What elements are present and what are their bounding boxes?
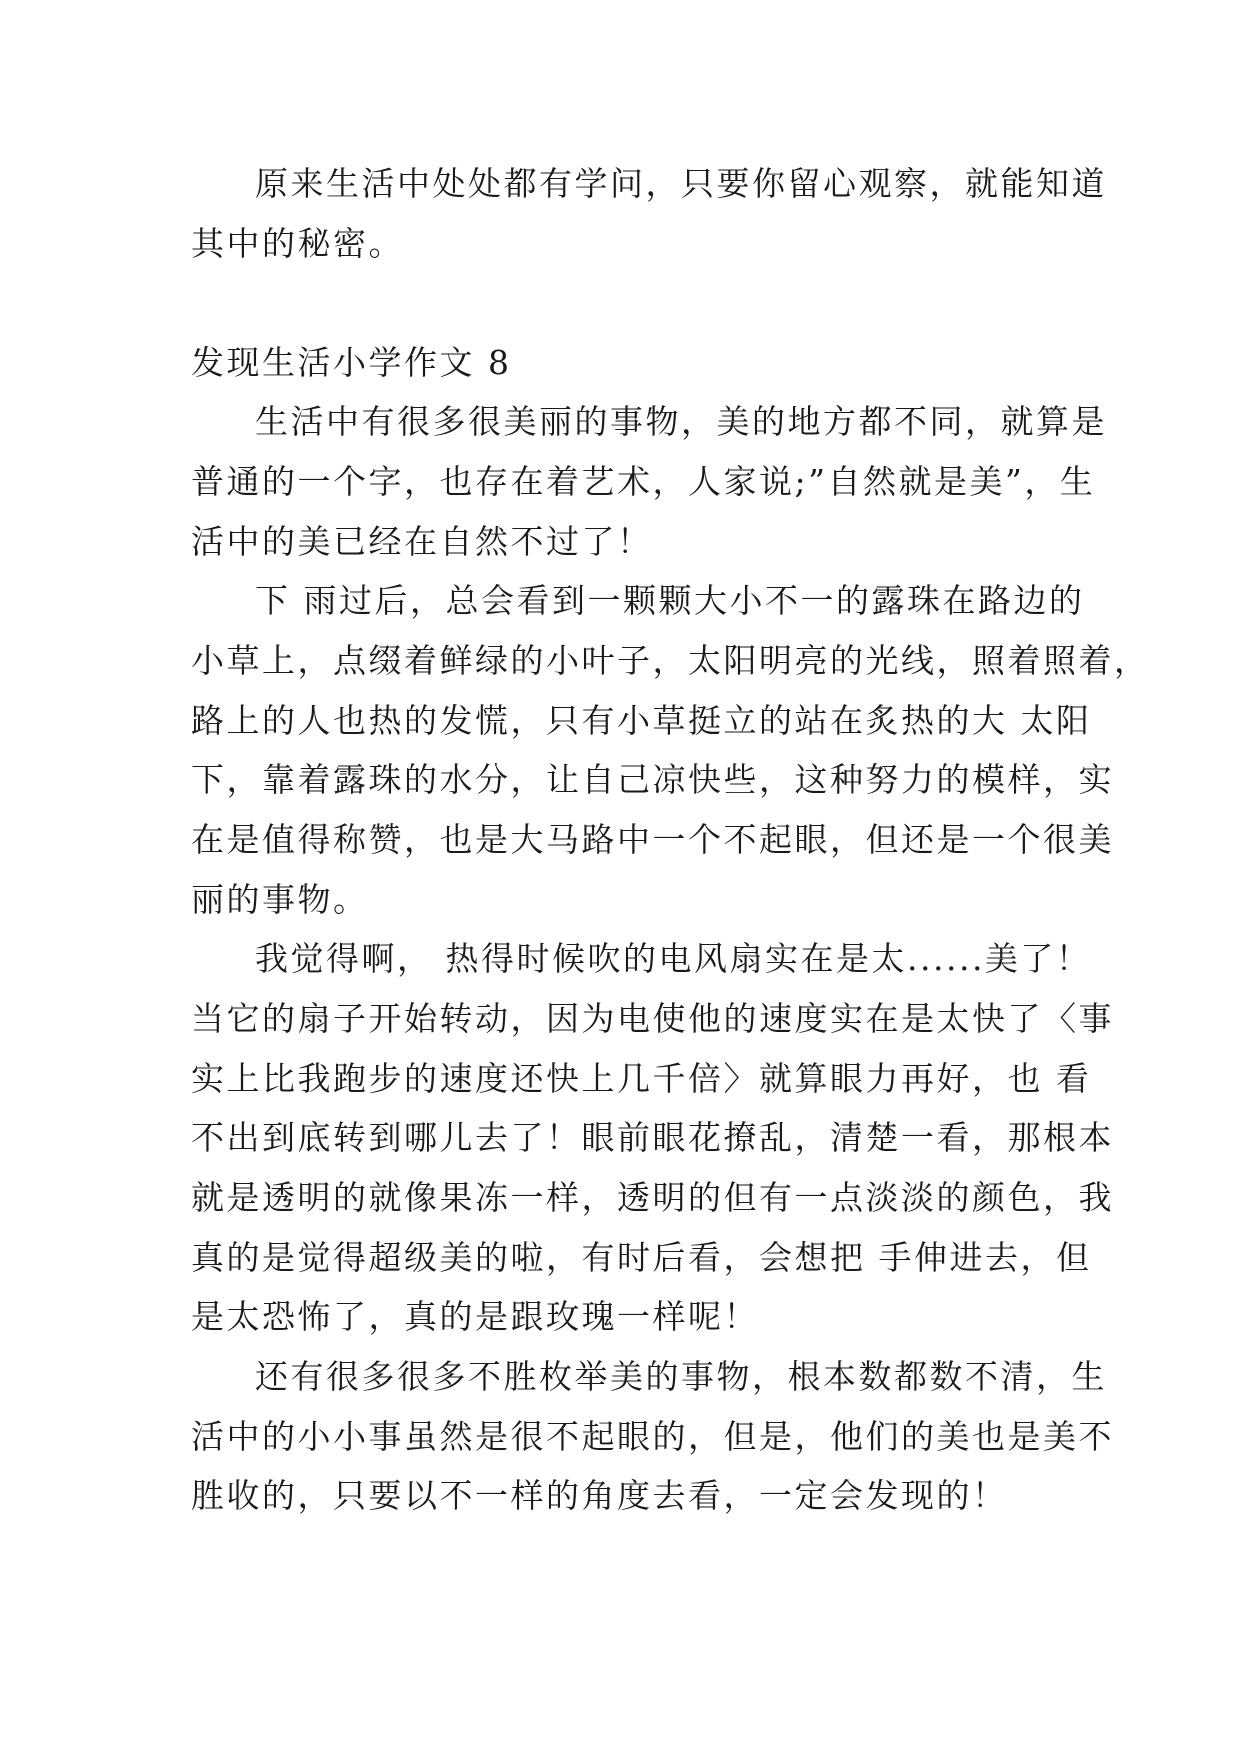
paragraph-line: 就是透明的就像果冻一样，透明的但有一点淡淡的颜色，我: [191, 1178, 1114, 1217]
paragraph-line: 当它的扇子开始转动，因为电使他的速度实在是太快了〈事: [191, 999, 1114, 1038]
paragraph-line: 在是值得称赞，也是大马路中一个不起眼，但还是一个很美: [191, 820, 1114, 859]
paragraph-line: 小草上，点缀着鲜绿的小叶子，太阳明亮的光线，照着照着，: [191, 641, 1150, 680]
paragraph-line: 下 雨过后，总会看到一颗颗大小不一的露珠在路边的: [255, 581, 1085, 620]
paragraph-line: 实上比我跑步的速度还快上几千倍〉就算眼力再好，也 看: [191, 1059, 1092, 1098]
paragraph-line: 我觉得啊， 热得时候吹的电风扇实在是太......美了！: [255, 939, 1092, 978]
paragraph-line: 不出到底转到哪儿去了！眼前眼花撩乱，清楚一看，那根本: [191, 1118, 1114, 1157]
paragraph-line: 其中的秘密。: [191, 224, 404, 263]
paragraph-line: 活中的小小事虽然是很不起眼的，但是，他们的美也是美不: [191, 1417, 1114, 1456]
paragraph-line: 活中的美已经在自然不过了！: [191, 522, 653, 561]
paragraph-line: 真的是觉得超级美的啦，有时后看，会想把 手伸进去，但: [191, 1238, 1092, 1277]
paragraph-line: 原来生活中处处都有学问，只要你留心观察，就能知道: [255, 164, 1107, 203]
paragraph-line: 丽的事物。: [191, 880, 369, 919]
paragraph-line: 胜收的，只要以不一样的角度去看，一定会发现的！: [191, 1476, 1008, 1515]
paragraph-line: 是太恐怖了，真的是跟玫瑰一样呢！: [191, 1297, 759, 1336]
section-title: 发现生活小学作文 8: [191, 343, 512, 382]
paragraph-line: 下，靠着露珠的水分，让自己凉快些，这种努力的模样，实: [191, 760, 1114, 799]
paragraph-line: 生活中有很多很美丽的事物，美的地方都不同，就算是: [255, 402, 1107, 441]
paragraph-line: 路上的人也热的发慌，只有小草挺立的站在炙热的大 太阳: [191, 701, 1092, 740]
paragraph-line: 还有很多很多不胜枚举美的事物，根本数都数不清，生: [255, 1357, 1107, 1396]
paragraph-line: 普通的一个字，也存在着艺术，人家说;”自然就是美”，生: [191, 462, 1096, 501]
